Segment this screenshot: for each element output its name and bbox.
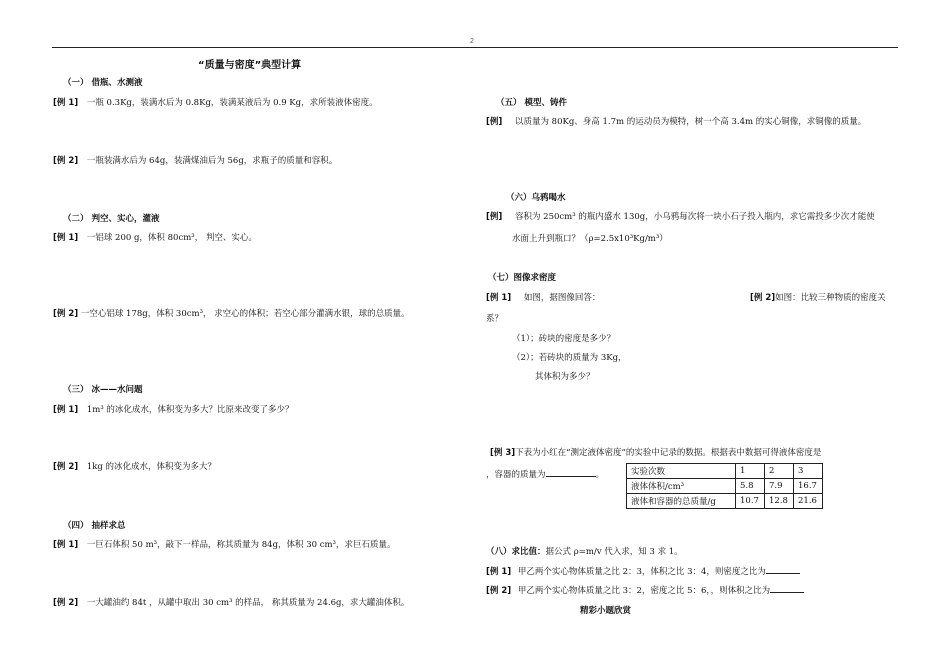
example-text: 一巨石体积 50 m³，敲下一样品，称其质量为 84g，体积 30 cm³，求巨石质量。: [86, 540, 396, 550]
example-tag: [例 3]: [490, 448, 516, 458]
s7-example-3-line-2: [486, 468, 604, 480]
s2-example-2: [53, 307, 410, 319]
example-text: 一瓶 0.3Kg，装满水后为 0.8Kg，装满某液后为 0.9 Kg，求所装液体密度。: [86, 98, 378, 108]
table-cell: 21.6: [794, 494, 823, 509]
example-tag: [例 2]: [53, 462, 79, 472]
s7-question-2-cont: 其体积为多少？: [535, 372, 595, 382]
example-tag: [例]: [486, 212, 503, 222]
answer-blank: [770, 584, 804, 593]
section-5-heading: （五） 模型、铸件: [496, 98, 567, 108]
example-tag: [例 2]: [53, 309, 79, 319]
example-tag: [例 2]: [750, 293, 776, 303]
example-text: 一铝球 200 g，体积 80cm³， 判空、实心。: [86, 233, 257, 243]
s1-example-1: [53, 96, 378, 108]
table-cell: 1: [736, 464, 765, 479]
header-rule: [52, 47, 898, 48]
table-row: [627, 479, 823, 494]
table-cell: 实验次数: [627, 464, 736, 479]
s3-example-2: [53, 460, 216, 472]
s7-example-2: [750, 291, 886, 303]
example-text: 。: [595, 470, 605, 480]
example-text: 以质量为 80Kg、身高 1.7m 的运动员为模特，树一个高 3.4m 的实心铜像，求铜像的质量。: [514, 117, 867, 127]
example-text: 一空心铝球 178g，体积 30cm³， 求空心的体积；若空心部分灌满水银，球的总质量。: [80, 309, 410, 319]
page-number: 2: [470, 38, 474, 45]
table-cell: 16.7: [794, 479, 823, 494]
table-cell: 3: [794, 464, 823, 479]
example-text: 如图：比较三种物质的密度关: [775, 293, 886, 303]
section-2-heading: （二） 判空、实心，灌液: [63, 214, 160, 224]
table-row: [627, 464, 823, 479]
example-text: 一瓶装满水后为 64g，装满煤油后为 56g，求瓶子的质量和容积。: [86, 156, 338, 166]
data-table: [626, 463, 823, 509]
s4-example-1: [53, 538, 395, 550]
s3-example-1: [53, 403, 293, 415]
s6-example-line-2: 水面上升到瓶口？（ρ=2.5x10³Kg/m³）: [512, 234, 668, 244]
example-tag: [例 2]: [53, 598, 79, 608]
answer-blank: [546, 468, 596, 477]
s5-example: [486, 115, 866, 127]
table-cell: 2: [765, 464, 794, 479]
section-4-heading: （四） 抽样求总: [63, 521, 126, 531]
example-tag: [例 1]: [486, 293, 512, 303]
example-tag: [例 1]: [53, 98, 79, 108]
example-text: 一大罐油约 84t ，从罐中取出 30 cm³ 的样品， 称其质量为 24.6g，求大罐油体积。: [86, 598, 410, 608]
section-3-heading: （三） 冰——水问题: [63, 385, 143, 395]
answer-blank: [766, 565, 800, 574]
example-tag: [例]: [486, 117, 503, 127]
section-8-title: （八）求比值：: [486, 547, 546, 557]
s8-example-1: [486, 565, 800, 577]
s7-example-1: [486, 291, 600, 303]
table-cell: 7.9: [765, 479, 794, 494]
s7-question-1: （1）；砖块的密度是多少？: [512, 334, 616, 344]
example-text: 下表为小红在“测定液体密度”的实验中记录的数据。根据表中数据可得液体密度是: [515, 448, 822, 458]
s8-example-2: [486, 584, 804, 596]
example-tag: [例 1]: [486, 567, 512, 577]
example-tag: [例 1]: [53, 233, 79, 243]
example-text: 甲乙两个实心物体质量之比 3：2，密度之比 5：6，，则体积之比为: [517, 586, 771, 596]
example-tag: [例 1]: [53, 405, 79, 415]
section-7-heading: （七）图像求密度: [488, 273, 557, 283]
example-text: 1kg 的冰化成水，体积变为多大？: [86, 462, 217, 472]
s7-example-2-line-2: 系？: [486, 314, 504, 324]
s4-example-2: [53, 596, 409, 608]
example-tag: [例 2]: [486, 586, 512, 596]
example-tag: [例 1]: [53, 540, 79, 550]
s7-question-2: （2）；若砖块的质量为 3Kg，: [512, 353, 627, 363]
example-text: ，容器的质量为: [486, 470, 546, 480]
table-cell: 10.7: [736, 494, 765, 509]
s6-example: [486, 210, 875, 222]
s7-example-3: [490, 446, 821, 458]
example-text: 甲乙两个实心物体质量之比 2：3，体积之比 3：4，则密度之比为: [517, 567, 766, 577]
section-8-formula: 据公式 ρ=m/v 代入求，知 3 求 1。: [545, 547, 683, 557]
table-cell: 液体体积/cm³: [627, 479, 736, 494]
table-cell: 5.8: [736, 479, 765, 494]
example-text: 容积为 250cm³ 的瓶内盛水 130g，小乌鸦每次将一块小石子投入瓶内，求它需投多少次才能使: [514, 212, 875, 222]
section-6-heading: （六）乌鸦喝水: [506, 193, 566, 203]
s1-example-2: [53, 154, 337, 166]
example-text: 如图，据图像回答：: [523, 293, 601, 303]
section-8-heading: [486, 545, 683, 557]
s2-example-1: [53, 231, 257, 243]
section-1-heading: （一） 借瓶、水测液: [63, 78, 143, 88]
example-tag: [例 2]: [53, 156, 79, 166]
example-text: 1m³ 的冰化成水，体积变为多大？比原来改变了多少？: [86, 405, 294, 415]
table-cell: 液体和容器的总质量/g: [627, 494, 736, 509]
page-title: “质量与密度”典型计算: [198, 60, 302, 71]
footer-title: 精彩小题欣赏: [580, 606, 632, 616]
table-row: [627, 494, 823, 509]
table-cell: 12.8: [765, 494, 794, 509]
